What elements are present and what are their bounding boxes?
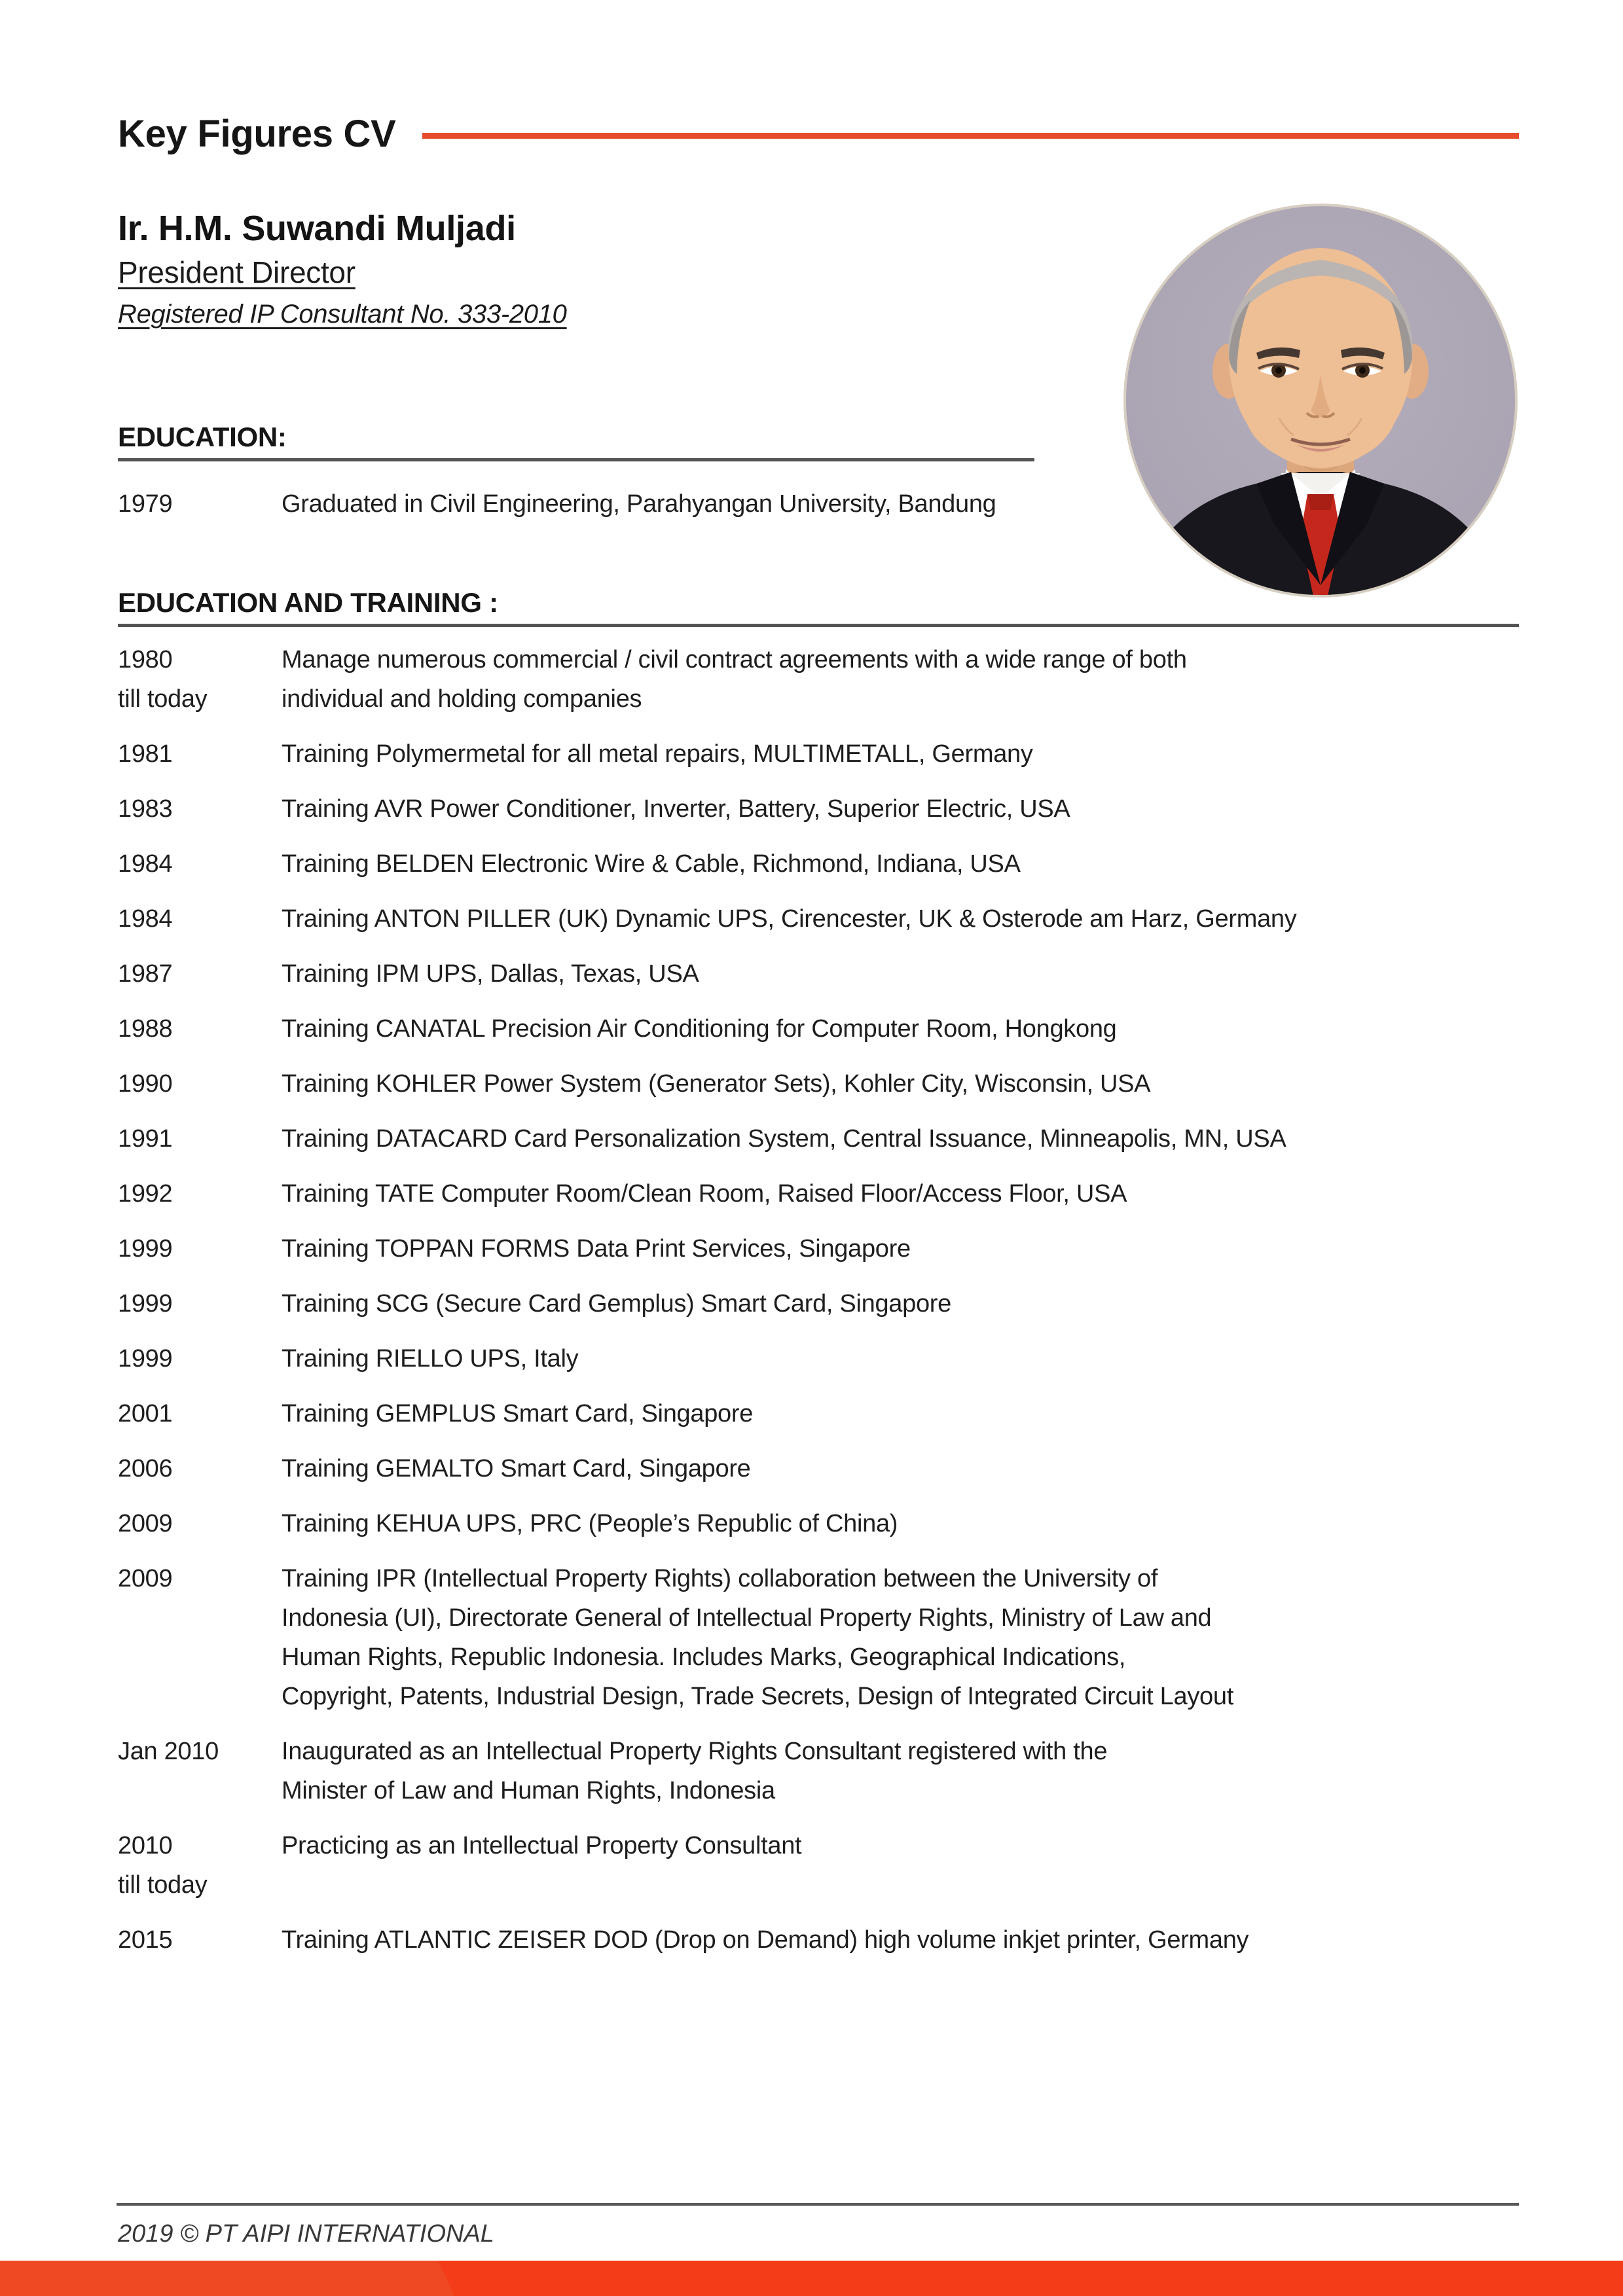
cv-entry-row (118, 1449, 1519, 1488)
entry-year (118, 484, 282, 524)
entry-year-value: 2006 (118, 1455, 173, 1482)
entry-description-line: Training IPM UPS, Dallas, Texas, USA (282, 960, 699, 988)
entry-description-line: Training GEMALTO Smart Card, Singapore (282, 1455, 751, 1482)
cv-entry-row (118, 899, 1519, 939)
cv-entry-row (118, 1920, 1519, 1960)
entry-year-value: 1992 (118, 1180, 173, 1208)
cv-entry-row (118, 1284, 1519, 1323)
education-heading-label: EDUCATION: (118, 422, 287, 452)
entry-year-value: 1987 (118, 960, 173, 988)
entry-year-continuation: till today (118, 1871, 208, 1899)
training-heading-label: EDUCATION AND TRAINING : (118, 587, 498, 618)
entry-year (118, 1826, 282, 1905)
entry-year-value: 1979 (118, 490, 173, 518)
entry-year (118, 1559, 282, 1598)
entry-description (282, 1394, 1519, 1433)
entry-year-value: 1984 (118, 850, 173, 878)
footer-rule (117, 2203, 1519, 2206)
cv-entry-row (118, 1559, 1519, 1716)
entry-year (118, 1394, 282, 1433)
entry-description-line: Training KOHLER Power System (Generator Sets), Kohler City, Wisconsin, USA (282, 1070, 1151, 1098)
cv-entry-row (118, 1174, 1519, 1213)
entry-year (118, 899, 282, 939)
entry-year (118, 1732, 282, 1771)
entry-year-value: 1991 (118, 1125, 173, 1153)
entry-year (118, 954, 282, 994)
entry-year (118, 1229, 282, 1268)
training-section-heading (118, 588, 1519, 627)
cv-entry-row (118, 1826, 1519, 1905)
cv-entry-row (118, 1732, 1519, 1810)
entry-year-value: 1999 (118, 1345, 173, 1372)
cv-entry-row (118, 1394, 1519, 1433)
profile-block (118, 209, 567, 329)
entry-description-line: Training TOPPAN FORMS Data Print Services, Singapore (282, 1235, 911, 1263)
entry-description-line: Graduated in Civil Engineering, Parahyangan University, Bandung (282, 490, 996, 518)
entry-description (282, 734, 1519, 774)
page-header (118, 115, 1519, 153)
cv-entry-row (118, 1064, 1519, 1103)
person-position: President Director (118, 255, 356, 290)
entry-year (118, 1339, 282, 1378)
entry-year (118, 789, 282, 829)
entry-year-value: 2009 (118, 1510, 173, 1537)
entry-description (282, 1732, 1519, 1810)
entry-year (118, 844, 282, 884)
person-registration: Registered IP Consultant No. 333-2010 (118, 299, 567, 329)
entry-description-line: Training ANTON PILLER (UK) Dynamic UPS, Cirencester, UK & Osterode am Harz, Germany (282, 905, 1297, 933)
accent-rule (422, 133, 1520, 139)
entry-description (282, 1339, 1519, 1378)
cv-entry-row (118, 1339, 1519, 1378)
entry-description-line: Training RIELLO UPS, Italy (282, 1345, 579, 1372)
cv-entry-row (118, 844, 1519, 884)
training-list (118, 640, 1519, 1975)
cv-entry-row (118, 484, 1519, 524)
page-title: Key Figures CV (118, 113, 396, 155)
portrait-illustration (1122, 202, 1519, 599)
entry-description (282, 1504, 1519, 1543)
entry-description-line: Training SCG (Secure Card Gemplus) Smart Card, Singapore (282, 1290, 951, 1318)
entry-year (118, 1449, 282, 1488)
cv-entry-row (118, 954, 1519, 994)
entry-description (282, 1064, 1519, 1103)
entry-description (282, 1826, 1519, 1865)
entry-description-line: Indonesia (UI), Directorate General of Intellectual Property Rights, Ministry of Law and (282, 1604, 1212, 1632)
entry-description-line: Training CANATAL Precision Air Conditioning for Computer Room, Hongkong (282, 1015, 1117, 1043)
entry-year-value: 1981 (118, 740, 173, 768)
entry-year (118, 1920, 282, 1960)
entry-year (118, 1119, 282, 1158)
entry-year-value: 1984 (118, 905, 173, 933)
entry-description-line: Minister of Law and Human Rights, Indonesia (282, 1777, 775, 1804)
entry-description (282, 954, 1519, 994)
cv-entry-row (118, 640, 1519, 719)
entry-description-line: Training ATLANTIC ZEISER DOD (Drop on Demand) high volume inkjet printer, Germany (282, 1926, 1249, 1954)
entry-description (282, 640, 1519, 719)
entry-description-line: Training TATE Computer Room/Clean Room, Raised Floor/Access Floor, USA (282, 1180, 1127, 1208)
entry-description (282, 484, 1519, 524)
bottom-accent-bar (0, 2261, 1623, 2296)
entry-year-value: 1980 (118, 646, 173, 673)
footer-copyright: 2019 © PT AIPI INTERNATIONAL (118, 2220, 494, 2248)
entry-description (282, 1174, 1519, 1213)
entry-year-value: 2009 (118, 1565, 173, 1592)
entry-description-line: Training DATACARD Card Personalization System, Central Issuance, Minneapolis, MN, USA (282, 1125, 1286, 1153)
entry-year (118, 1064, 282, 1103)
cv-entry-row (118, 789, 1519, 829)
entry-description-line: Human Rights, Republic Indonesia. Includes Marks, Geographical Indications, (282, 1643, 1126, 1671)
cv-entry-row (118, 1229, 1519, 1268)
entry-description-line: Training AVR Power Conditioner, Inverter, Battery, Superior Electric, USA (282, 795, 1070, 823)
entry-description (282, 1229, 1519, 1268)
entry-description-line: individual and holding companies (282, 685, 642, 713)
entry-description (282, 899, 1519, 939)
entry-description (282, 1559, 1519, 1716)
education-list (118, 484, 1519, 539)
entry-year-continuation: till today (118, 685, 208, 713)
entry-description-line: Practicing as an Intellectual Property Consultant (282, 1832, 802, 1859)
education-section-heading (118, 422, 1034, 461)
cv-entry-row (118, 1009, 1519, 1049)
entry-description-line: Inaugurated as an Intellectual Property Rights Consultant registered with the (282, 1738, 1108, 1765)
cv-entry-row (118, 1504, 1519, 1543)
entry-year-value: 2001 (118, 1400, 173, 1427)
entry-description (282, 1920, 1519, 1960)
entry-description (282, 1449, 1519, 1488)
entry-description-line: Training GEMPLUS Smart Card, Singapore (282, 1400, 754, 1427)
entry-description (282, 1009, 1519, 1049)
entry-year-value: 1988 (118, 1015, 173, 1043)
entry-description (282, 1284, 1519, 1323)
entry-year-value: 1983 (118, 795, 173, 823)
cv-entry-row (118, 1119, 1519, 1158)
profile-photo (1122, 202, 1519, 599)
entry-description-line: Training Polymermetal for all metal repairs, MULTIMETALL, Germany (282, 740, 1033, 768)
entry-description-line: Manage numerous commercial / civil contract agreements with a wide range of both (282, 646, 1187, 673)
entry-description-line: Copyright, Patents, Industrial Design, Trade Secrets, Design of Integrated Circuit Layout (282, 1683, 1233, 1710)
entry-year-value: 1999 (118, 1235, 173, 1263)
cv-entry-row (118, 734, 1519, 774)
entry-year (118, 734, 282, 774)
entry-year-value: 1999 (118, 1290, 173, 1318)
bottom-accent-bar-left-segment (0, 2261, 1623, 2296)
entry-year (118, 1009, 282, 1049)
entry-year-value: Jan 2010 (118, 1738, 219, 1765)
entry-year (118, 1284, 282, 1323)
entry-description-line: Training BELDEN Electronic Wire & Cable, Richmond, Indiana, USA (282, 850, 1021, 878)
entry-year-value: 2015 (118, 1926, 173, 1954)
entry-year-value: 2010 (118, 1832, 173, 1859)
entry-year-value: 1990 (118, 1070, 173, 1098)
entry-description-line: Training KEHUA UPS, PRC (People’s Republic of China) (282, 1510, 898, 1537)
entry-year (118, 1504, 282, 1543)
entry-description (282, 1119, 1519, 1158)
entry-year (118, 640, 282, 719)
entry-year (118, 1174, 282, 1213)
entry-description (282, 789, 1519, 829)
person-name: Ir. H.M. Suwandi Muljadi (118, 209, 516, 248)
entry-description (282, 844, 1519, 884)
entry-description-line: Training IPR (Intellectual Property Rights) collaboration between the University of (282, 1565, 1158, 1592)
